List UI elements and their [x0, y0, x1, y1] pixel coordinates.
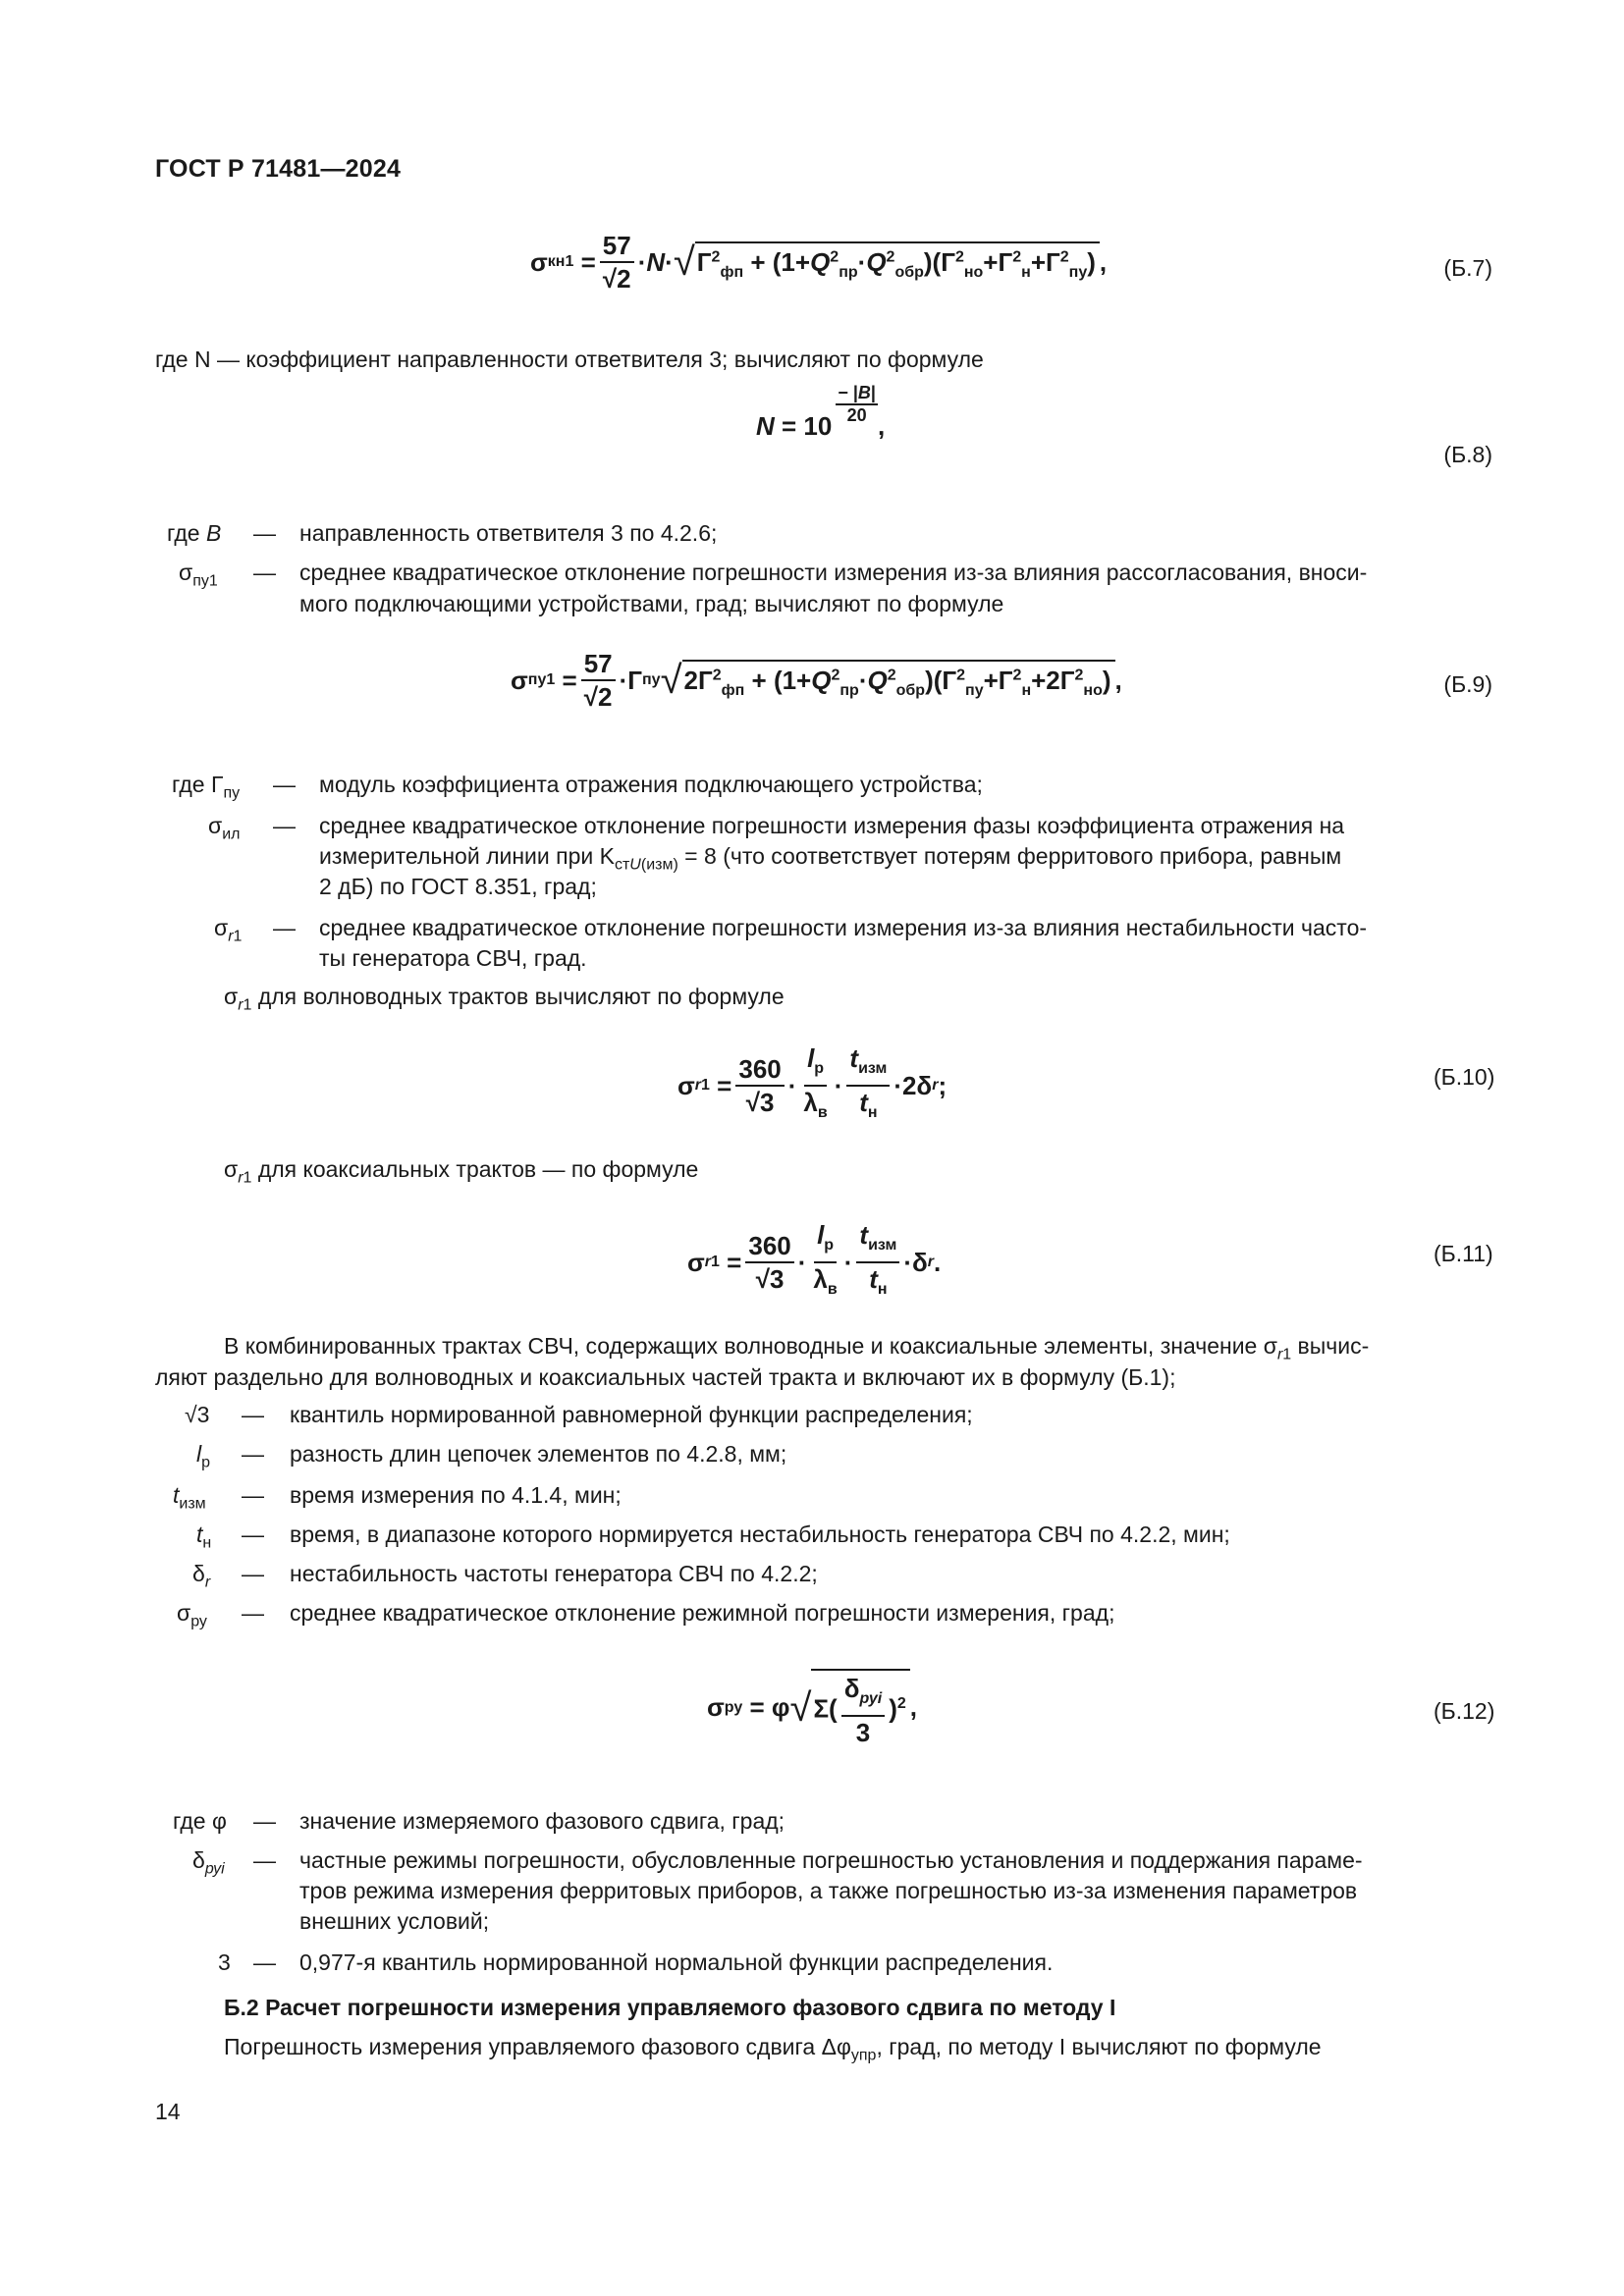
section-heading-b2: Б.2 Расчет погрешности измерения управляемого фазового сдвига по методу I [224, 1995, 1116, 2020]
formula-number-b11: (Б.11) [1434, 1241, 1493, 1266]
formula-b7: σ кн1 = $\frac{57}{√2}$ · N · √ $Г^2_{фп} + (1+Q^2_{пр}\cdot Q^2_{обр})(Г^2_{но}+Г^2_н+Г^2_{пу})$ , [530, 231, 1108, 294]
formula-b8: N = 10 − |B| 20 , [756, 383, 886, 441]
sr1-coax-text: $\sigma_{r1}$ для коаксиальных трактов — по формуле [224, 1156, 699, 1187]
formula-number-b8: (Б.8) [1443, 442, 1492, 467]
formula-b11: σ r1 = $\frac{360}{√3}$ · $\frac{l_р}{\lambda_в}$ · $\frac{t_{изм}}{t_н}$ ·δ r . [687, 1220, 942, 1299]
page-number: 14 [155, 2099, 181, 2124]
formula-b9: σ пу1 = $\frac{57}{√2}$ ·Г пу √ $2Г^2_{фп} + (1+Q^2_{пр}\cdot Q^2_{обр})(Г^2_{пу}+Г^2_н+2Г^2_{но})$ , [511, 649, 1122, 712]
where-n-text: где N — коэффициент направленности ответвителя 3; вычисляют по формуле [155, 347, 984, 372]
combined-line2: ляют раздельно для волноводных и коаксиальных частей тракта и включают их в формулу (Б.1); [155, 1364, 1176, 1390]
formula-number-b10: (Б.10) [1434, 1064, 1495, 1090]
formula-b10: σ r1 = $\frac{360}{√3}$ · $\frac{l_р}{\lambda_в}$ · $\frac{t_{изм}}{t_н}$ ·2δ r ; [677, 1043, 947, 1122]
document-header: ГОСТ Р 71481—2024 [155, 155, 402, 183]
formula-number-b7: (Б.7) [1443, 255, 1492, 281]
combined-line1: В комбинированных трактах СВЧ, содержащих волноводные и коаксиальные элементы, значение $\sigma_{r1}$ вычис- [224, 1333, 1370, 1363]
last-paragraph: Погрешность измерения управляемого фазового сдвига $\Delta\varphi_{упр}$, град, по методу I вычисляют по формуле [224, 2034, 1322, 2064]
formula-number-b12: (Б.12) [1434, 1698, 1495, 1724]
formula-number-b9: (Б.9) [1443, 671, 1492, 697]
sr1-wave-text: $\sigma_{r1}$ для волноводных трактов вычисляют по формуле [224, 984, 785, 1014]
formula-b12: σ ру = φ √ Σ( $\frac{\delta_{руi}}{3}$ )$^2$ , [707, 1669, 917, 1746]
